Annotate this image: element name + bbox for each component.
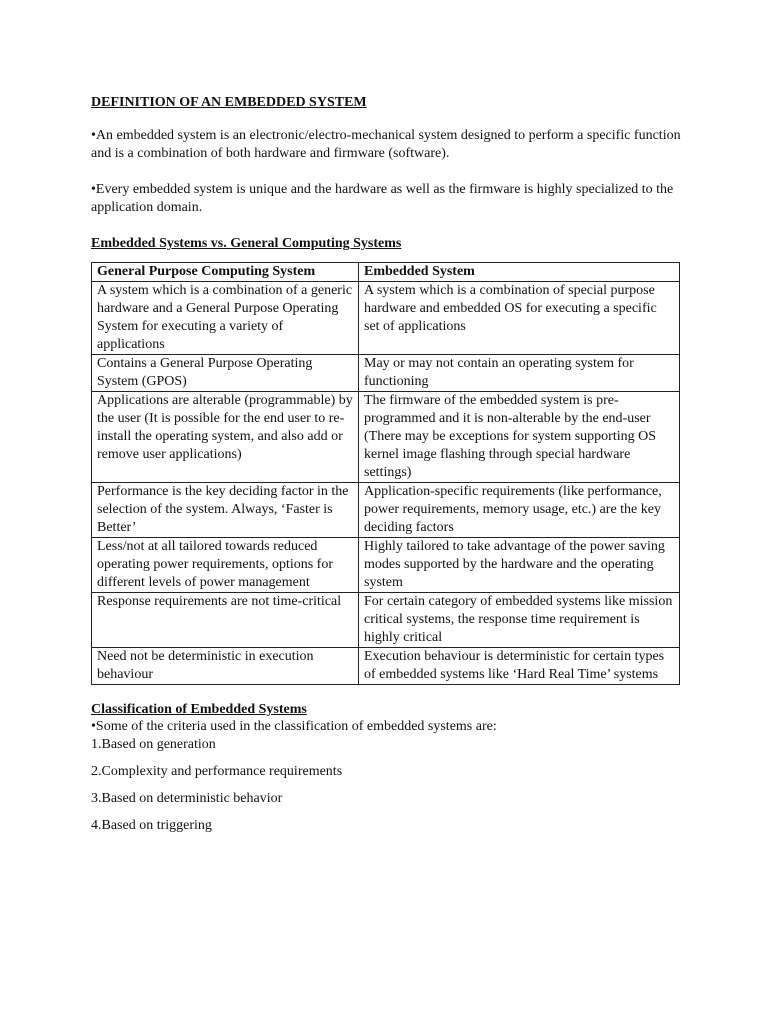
table-cell-general: Applications are alterable (programmable) by the user (It is possible for the end user to re-install the operating system, and also add or remove user applications) [92,392,359,483]
table-header-row [92,263,680,282]
table-cell-general: Response requirements are not time-critical [92,593,359,648]
table-cell-embedded: Highly tailored to take advantage of the power saving modes supported by the hardware and the operating system [359,538,680,593]
page-title: DEFINITION OF AN EMBEDDED SYSTEM [91,95,367,110]
uniqueness-paragraph: •Every embedded system is unique and the hardware as well as the firmware is highly specialized to the application domain. [91,182,674,215]
table-row [92,648,680,685]
comparison-table [91,262,680,685]
table-cell-embedded: For certain category of embedded systems like mission critical systems, the response time requirement is highly critical [359,593,680,648]
list-item: 2.Complexity and performance requirements [91,764,343,779]
comparison-heading: Embedded Systems vs. General Computing Systems [91,236,402,251]
table-row [92,483,680,538]
table-cell-embedded: The firmware of the embedded system is pre-programmed and it is non-alterable by the end-user (There may be exceptions for system supporting OS kernel image flashing through special hardware settings) [359,392,680,483]
list-item: 4.Based on triggering [91,818,212,833]
table-cell-general: Contains a General Purpose Operating System (GPOS) [92,355,359,392]
table-cell-general: A system which is a combination of a generic hardware and a General Purpose Operating System for executing a variety of applications [92,282,359,355]
list-item: 1.Based on generation [91,737,216,752]
table-cell-general: Need not be deterministic in execution behaviour [92,648,359,685]
document-page [91,94,681,835]
table-cell-embedded: Application-specific requirements (like performance, power requirements, memory usage, etc.) are the key deciding factors [359,483,680,538]
column-header-general: General Purpose Computing System [92,263,359,282]
table-row [92,593,680,648]
table-cell-general: Less/not at all tailored towards reduced operating power requirements, options for different levels of power management [92,538,359,593]
table-row [92,392,680,483]
table-cell-general: Performance is the key deciding factor in the selection of the system. Always, ‘Faster is Better’ [92,483,359,538]
table-cell-embedded: Execution behaviour is deterministic for certain types of embedded systems like ‘Hard Real Time’ systems [359,648,680,685]
classification-heading: Classification of Embedded Systems [91,702,307,717]
table-cell-embedded: A system which is a combination of special purpose hardware and embedded OS for executing a specific set of applications [359,282,680,355]
list-item: 3.Based on deterministic behavior [91,791,283,806]
table-row [92,355,680,392]
table-cell-embedded: May or may not contain an operating system for functioning [359,355,680,392]
column-header-embedded: Embedded System [359,263,680,282]
classification-intro: •Some of the criteria used in the classification of embedded systems are: [91,719,497,734]
table-row [92,282,680,355]
table-row [92,538,680,593]
definition-paragraph: •An embedded system is an electronic/electro-mechanical system designed to perform a specific function and is a combination of both hardware and firmware (software). [91,128,681,161]
